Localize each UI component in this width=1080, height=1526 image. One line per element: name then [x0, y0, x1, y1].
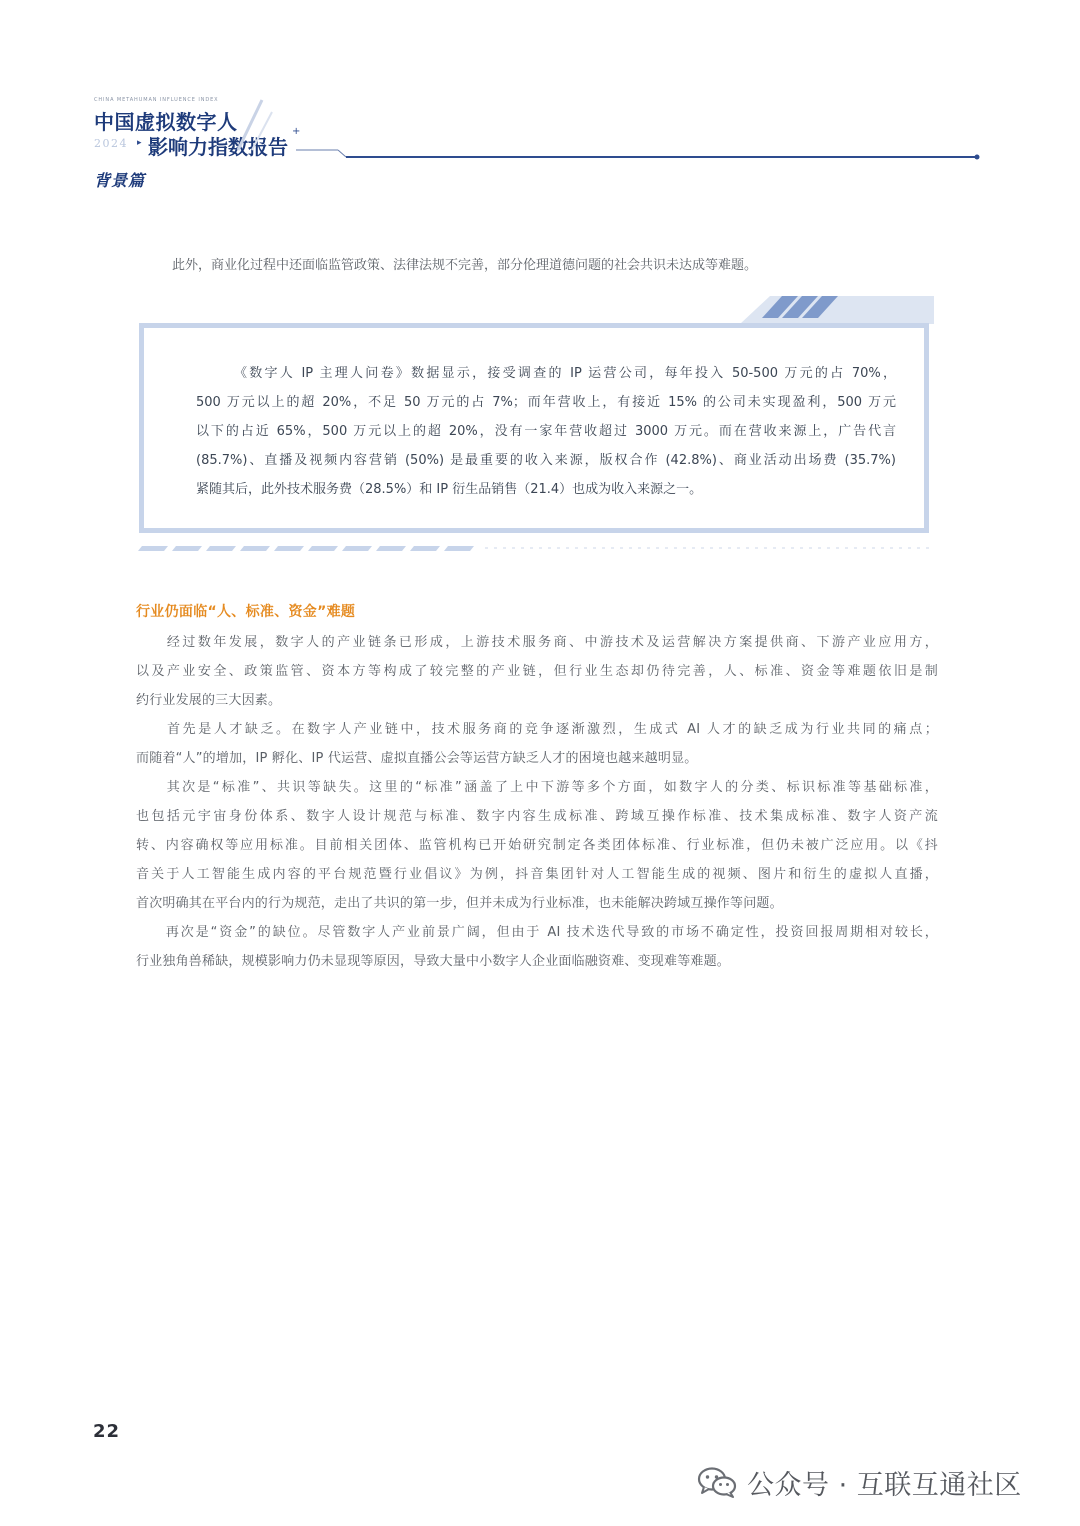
section-label: 背景篇: [94, 171, 146, 190]
body-line: 首先是人才缺乏。在数字人产业链中，技术服务商的竞争逐渐激烈，生成式 AI 人才的缺乏成为行业共同的痛点；: [136, 722, 938, 737]
body-line: 首次明确其在平台内的行为规范，走出了共识的第一步，但并未成为行业标准，也未能解决跨域互操作等问题。: [136, 896, 783, 911]
quote-line: 《数字人 IP 主理人问卷》数据显示，接受调查的 IP 运营公司，每年投入 50-500 万元的占 70%，: [234, 366, 896, 381]
report-caption: CHINA METAHUMAN INFLUENCE INDEX: [94, 97, 219, 103]
footer-watermark: [697, 1462, 1022, 1502]
body-line: 转、内容确权等应用标准。目前相关团体、监管机构已开始研究制定各类团体标准、行业标准，但仍未被广泛应用。以《抖: [136, 838, 938, 853]
quote-line: 紧随其后，此外技术服务费（28.5%）和 IP 衍生品销售（21.4）也成为收入来源之一。: [196, 482, 703, 497]
report-title-line1: 中国虚拟数字人: [94, 110, 238, 134]
section-heading: 行业仍面临“人、标准、资金”难题: [136, 604, 356, 620]
footer-text: 公众号 · 互联互通社区: [747, 1469, 1022, 1501]
body-line: 其次是“标准”、共识等缺失。这里的“标准”涵盖了上中下游等多个方面，如数字人的分类、标识标准等基础标准，: [136, 780, 938, 795]
body-line: 而随着“人”的增加，IP 孵化、IP 代运营、虚拟直播公会等运营方缺乏人才的困境也越来越明显。: [136, 751, 698, 766]
body-line: 也包括元宇宙身份体系、数字人设计规范与标准、数字内容生成标准、跨域互操作标准、技术集成标准、数字人资产流: [136, 809, 938, 824]
arrow-icon: ▸: [137, 138, 142, 148]
plus-mark: +: [292, 126, 301, 137]
quote-line: 以下的占近 65%，500 万元以上的超 20%，没有一家年营收超过 3000 万元。而在营收来源上，广告代言: [196, 424, 896, 439]
header-decoration: [0, 0, 1080, 200]
body-line: 音关于人工智能生成内容的平台规范暨行业倡议》为例，抖音集团针对人工智能生成的视频、图片和衍生的虚拟人直播，: [136, 867, 938, 882]
report-title-line2: 影响力指数报告: [148, 135, 288, 159]
quote-line: (85.7%)、直播及视频内容营销 (50%) 是最重要的收入来源，版权合作 (42.8%)、商业活动出场费 (35.7%): [196, 453, 896, 468]
report-year: 2024: [94, 137, 128, 150]
page-number: 22: [93, 1421, 121, 1442]
wechat-icon: [697, 1466, 737, 1498]
body-line: 经过数年发展，数字人的产业链条已形成，上游技术服务商、中游技术及运营解决方案提供商、下游产业应用方，: [136, 635, 938, 650]
body-line: 约行业发展的三大因素。: [136, 693, 282, 708]
intro-paragraph: 此外，商业化过程中还面临监管政策、法律法规不完善，部分伦理道德问题的社会共识未达成等难题。: [172, 258, 758, 273]
body-line: 再次是“资金”的缺位。尽管数字人产业前景广阔，但由于 AI 技术迭代导致的市场不确定性，投资回报周期相对较长，: [136, 925, 938, 940]
body-line: 行业独角兽稀缺，规模影响力仍未显现等原因，导致大量中小数字人企业面临融资难、变现难等难题。: [136, 954, 731, 969]
body-line: 以及产业安全、政策监管、资本方等构成了较完整的产业链，但行业生态却仍待完善，人、标准、资金等难题依旧是制: [136, 664, 938, 679]
quote-line: 500 万元以上的超 20%，不足 50 万元的占 7%；而年营收上，有接近 15% 的公司未实现盈利，500 万元: [196, 395, 896, 410]
